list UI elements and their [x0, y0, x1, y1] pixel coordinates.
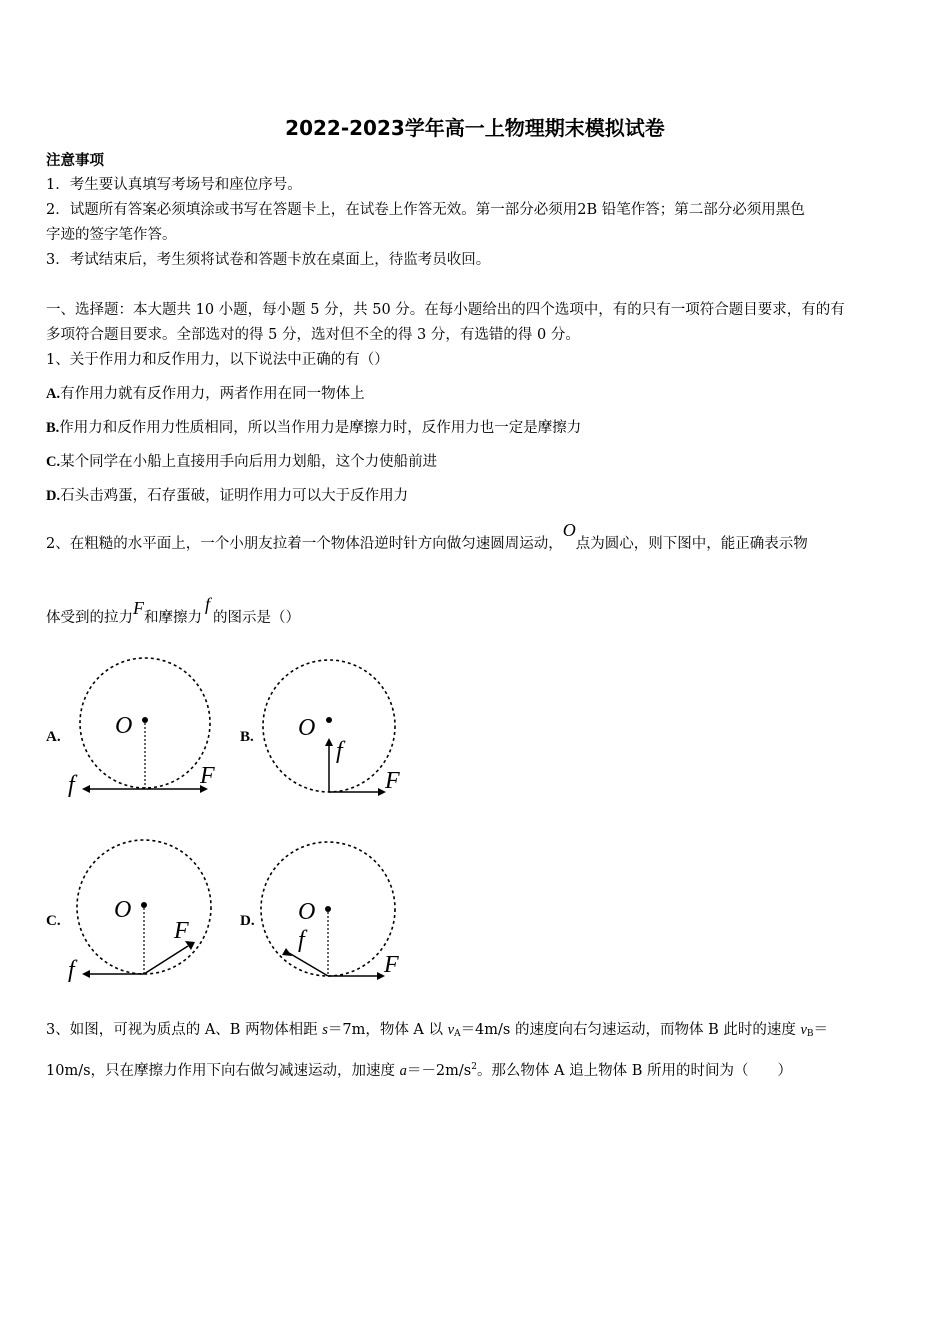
- notice-item-3: 3．考试结束后，考生须将试卷和答题卡放在桌面上，待监考员收回。: [46, 252, 491, 268]
- q1-option-b: B.作用力和反作用力性质相同，所以当作用力是摩擦力时，反作用力也一定是摩擦力: [46, 420, 582, 436]
- notice-item-1: 1．考生要认真填写考场号和座位序号。: [46, 177, 302, 193]
- center-dot: [325, 906, 331, 912]
- f-label: f: [68, 772, 75, 798]
- figure-c-label: C.: [46, 913, 61, 929]
- q3-stem-line-1: 3、如图，可视为质点的 A、B 两物体相距 s＝7m，物体 A 以 $v_A=4m/s$ 的速度向右匀速运动，而物体 B 此时的速度 $v_B=$: [46, 1022, 829, 1039]
- f-label: f: [68, 957, 75, 983]
- center-o-label: O: [114, 897, 132, 923]
- force-f-arrow: [289, 953, 328, 976]
- notice-item-2: 2．试题所有答案必须填涂或书写在答题卡上，在试卷上作答无效。第一部分必须用2B 铅笔作答；第二部分必须用黑色: [46, 202, 805, 218]
- figure-b-label: B.: [240, 729, 254, 745]
- center-dot: [142, 717, 148, 723]
- q3-stem-line-2: 10m/s，只在摩擦力作用下向右做匀减速运动，加速度 $a=-2m/s^2$。那么物体 A 追上物体 B 所用的时间为（ ）: [46, 1062, 792, 1079]
- notice-heading: 注意事项: [46, 152, 104, 169]
- figure-d-label: D.: [240, 913, 255, 929]
- figure-c-diagram: [60, 835, 230, 990]
- f-label: f: [298, 927, 305, 953]
- q1-option-a: A.有作用力就有反作用力，两者作用在同一物体上: [46, 386, 365, 402]
- figure-a-label: A.: [46, 729, 61, 745]
- F-label: F: [384, 952, 399, 978]
- center-dot: [326, 717, 332, 723]
- center-dot: [141, 902, 147, 908]
- F-label: F: [174, 918, 189, 944]
- page-title: 2022-2023学年高一上物理期末模拟试卷: [285, 116, 665, 140]
- section-intro-line-1: 一、选择题：本大题共 10 小题，每小题 5 分，共 50 分。在每小题给出的四个选项中，有的只有一项符合题目要求，有的有: [46, 302, 845, 318]
- center-o-label: O: [115, 713, 133, 739]
- figure-b-diagram: [250, 650, 420, 805]
- notice-item-2-cont: 字迹的签字笔作答。: [46, 227, 177, 243]
- figure-a-diagram: [60, 650, 230, 805]
- figure-d-diagram: [250, 835, 420, 990]
- F-label: F: [200, 763, 215, 789]
- q1-option-c: C.某个同学在小船上直接用手向后用力划船，这个力使船前进: [46, 454, 438, 470]
- section-intro-line-2: 多项符合题目要求。全部选对的得 5 分，选对但不全的得 3 分，有选错的得 0 分。: [46, 327, 580, 343]
- force-F-arrow: [144, 946, 188, 974]
- f-label: f: [336, 738, 343, 764]
- F-label: F: [385, 768, 400, 794]
- center-o-label: O: [298, 899, 316, 925]
- q2-stem-line-2: 体受到的拉力F和摩擦力f的图示是（）: [46, 594, 301, 626]
- q1-option-d: D.石头击鸡蛋，石存蛋破，证明作用力可以大于反作用力: [46, 488, 409, 504]
- q1-stem: 1、关于作用力和反作用力，以下说法中正确的有（）: [46, 352, 389, 368]
- center-o-label: O: [298, 715, 316, 741]
- q2-stem-line-1: 2、在粗糙的水平面上，一个小朋友拉着一个物体沿逆时针方向做匀速圆周运动，O点为圆心，则下图中，能正确表示物: [46, 520, 808, 552]
